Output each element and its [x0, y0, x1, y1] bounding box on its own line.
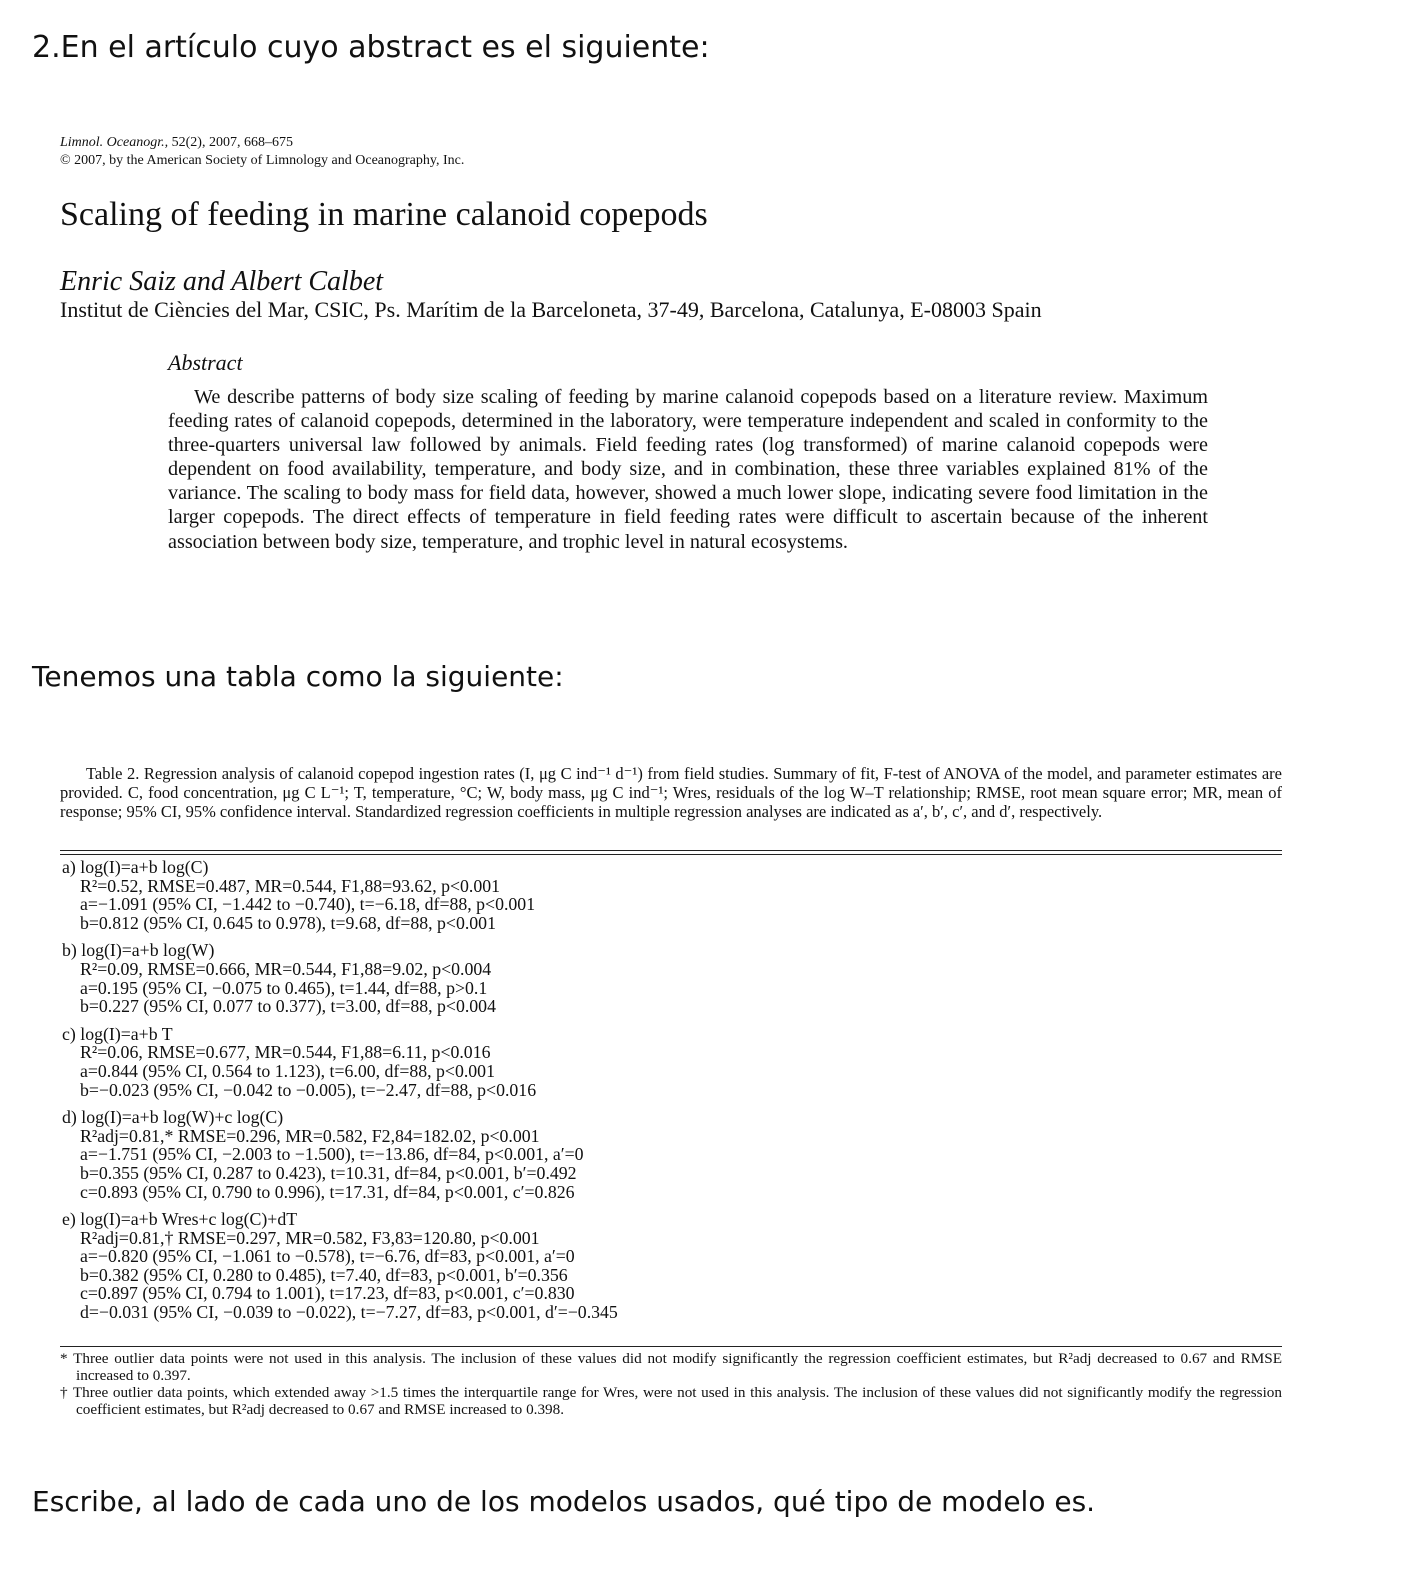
model-statistic-line: R²=0.09, RMSE=0.666, MR=0.544, F1,88=9.02, p<0.004: [80, 958, 492, 979]
model-statistic-line: a=−0.820 (95% CI, −1.061 to −0.578), t=−6.76, df=83, p<0.001, a′=0: [80, 1246, 575, 1267]
model-block: [62, 858, 1282, 932]
model-statistic-line: b=0.227 (95% CI, 0.077 to 0.377), t=3.00, df=88, p<0.004: [80, 996, 496, 1017]
model-statistic-line: b=0.355 (95% CI, 0.287 to 0.423), t=10.31, df=84, p<0.001, b′=0.492: [80, 1162, 577, 1183]
table-top-rule-2: [60, 854, 1282, 855]
model-block: [62, 1210, 1282, 1322]
article-title: Scaling of feeding in marine calanoid copepods: [60, 196, 708, 233]
model-statistic-line: a=0.844 (95% CI, 0.564 to 1.123), t=6.00, df=88, p<0.001: [80, 1060, 495, 1081]
article-affiliation: Institut de Ciències del Mar, CSIC, Ps. Marítim de la Barceloneta, 37-49, Barcelona, Catalunya, E-08003 Spain: [60, 297, 1042, 322]
model-statistic-line: a=0.195 (95% CI, −0.075 to 0.465), t=1.44, df=88, p>0.1: [80, 977, 488, 998]
table-intro: Tenemos una tabla como la siguiente:: [32, 660, 564, 693]
task-instruction: Escribe, al lado de cada uno de los modelos usados, qué tipo de modelo es.: [32, 1485, 1096, 1518]
model-equation: a) log(I)=a+b log(C): [62, 857, 209, 877]
model-equation: e) log(I)=a+b Wres+c log(C)+dT: [62, 1209, 298, 1230]
regression-table: [62, 858, 1282, 1322]
model-statistic-line: a=−1.751 (95% CI, −2.003 to −1.500), t=−13.86, df=84, p<0.001, a′=0: [80, 1144, 584, 1165]
copyright-line: © 2007, by the American Society of Limnology and Oceanography, Inc.: [60, 153, 465, 168]
citation-journal: Limnol. Oceanogr.,: [60, 135, 169, 150]
model-equation: c) log(I)=a+b T: [62, 1023, 173, 1044]
abstract-text: We describe patterns of body size scaling of feeding by marine calanoid copepods based on a literature review. Maximum feeding rates of calanoid copepods, determined in the laboratory, were temperature independent and scaled in conformity to the three-quarters universal law followed by animals. Field feeding rates (log transformed) of marine calanoid copepods were dependent on food availability, temperature, and body size, and in combination, these three variables explained 81% of the variance. The scaling to body mass for field data, however, showed a much lower slope, indicating severe food limitation in the larger copepods. The direct effects of temperature in field feeding rates were difficult to ascertain because of the inherent association between body size, temperature, and trophic level in natural ecosystems.: [168, 386, 1208, 553]
question-title: 2.En el artículo cuyo abstract es el siguiente:: [32, 30, 710, 65]
table-bottom-rule: [60, 1346, 1282, 1347]
abstract-heading: Abstract: [168, 350, 243, 375]
model-statistic-line: b=0.812 (95% CI, 0.645 to 0.978), t=9.68, df=88, p<0.001: [80, 912, 496, 933]
table-top-rule: [60, 850, 1282, 851]
model-statistic-line: b=−0.023 (95% CI, −0.042 to −0.005), t=−2.47, df=88, p<0.016: [80, 1079, 537, 1100]
article-authors: Enric Saiz and Albert Calbet: [60, 266, 384, 297]
model-statistic-line: R²=0.06, RMSE=0.677, MR=0.544, F1,88=6.11, p<0.016: [80, 1042, 491, 1063]
table-caption: Table 2. Regression analysis of calanoid copepod ingestion rates (I, μg C ind⁻¹ d⁻¹) from field studies. Summary of fit, F-test of ANOVA of the model, and parameter estimates are provided. C, food concentration, μg C L⁻¹; T, temperature, °C; W, body mass, μg C ind⁻¹; Wres, residuals of the log W–T relationship; RMSE, root mean square error; MR, mean of response; 95% CI, 95% confidence interval. Standardized regression coefficients in multiple regression analyses are indicated as a′, b′, c′, and d′, respectively.: [60, 764, 1282, 821]
model-statistic-line: a=−1.091 (95% CI, −1.442 to −0.740), t=−6.18, df=88, p<0.001: [80, 894, 536, 915]
model-statistic-line: b=0.382 (95% CI, 0.280 to 0.485), t=7.40, df=83, p<0.001, b′=0.356: [80, 1264, 568, 1285]
article-citation: [60, 134, 464, 170]
model-block: [62, 1025, 1282, 1099]
model-statistic-line: R²adj=0.81,† RMSE=0.297, MR=0.582, F3,83=120.80, p<0.001: [80, 1227, 540, 1248]
citation-details: 52(2), 2007, 668–675: [168, 135, 293, 150]
model-statistic-line: c=0.897 (95% CI, 0.794 to 1.001), t=17.23, df=83, p<0.001, c′=0.830: [80, 1283, 575, 1304]
model-block: [62, 1108, 1282, 1201]
footnote-asterisk: * Three outlier data points were not used in this analysis. The inclusion of these values did not modify significantly the regression coefficient estimates, but R²adj decreased to 0.67 and RMSE increased to 0.397.: [60, 1350, 1282, 1384]
model-equation: b) log(I)=a+b log(W): [62, 940, 215, 961]
model-statistic-line: c=0.893 (95% CI, 0.790 to 0.996), t=17.31, df=84, p<0.001, c′=0.826: [80, 1181, 575, 1202]
model-statistic-line: d=−0.031 (95% CI, −0.039 to −0.022), t=−7.27, df=83, p<0.001, d′=−0.345: [80, 1302, 618, 1323]
table-footnotes: [60, 1350, 1282, 1418]
model-statistic-line: R²adj=0.81,* RMSE=0.296, MR=0.582, F2,84=182.02, p<0.001: [80, 1125, 540, 1146]
model-equation: d) log(I)=a+b log(W)+c log(C): [62, 1107, 284, 1128]
model-statistic-line: R²=0.52, RMSE=0.487, MR=0.544, F1,88=93.62, p<0.001: [80, 875, 501, 896]
model-block: [62, 941, 1282, 1015]
footnote-dagger: † Three outlier data points, which extended away >1.5 times the interquartile range for Wres, were not used in this analysis. The inclusion of these values did not significantly modify the regression coefficient estimates, but R²adj decreased to 0.67 and RMSE increased to 0.398.: [60, 1384, 1282, 1418]
